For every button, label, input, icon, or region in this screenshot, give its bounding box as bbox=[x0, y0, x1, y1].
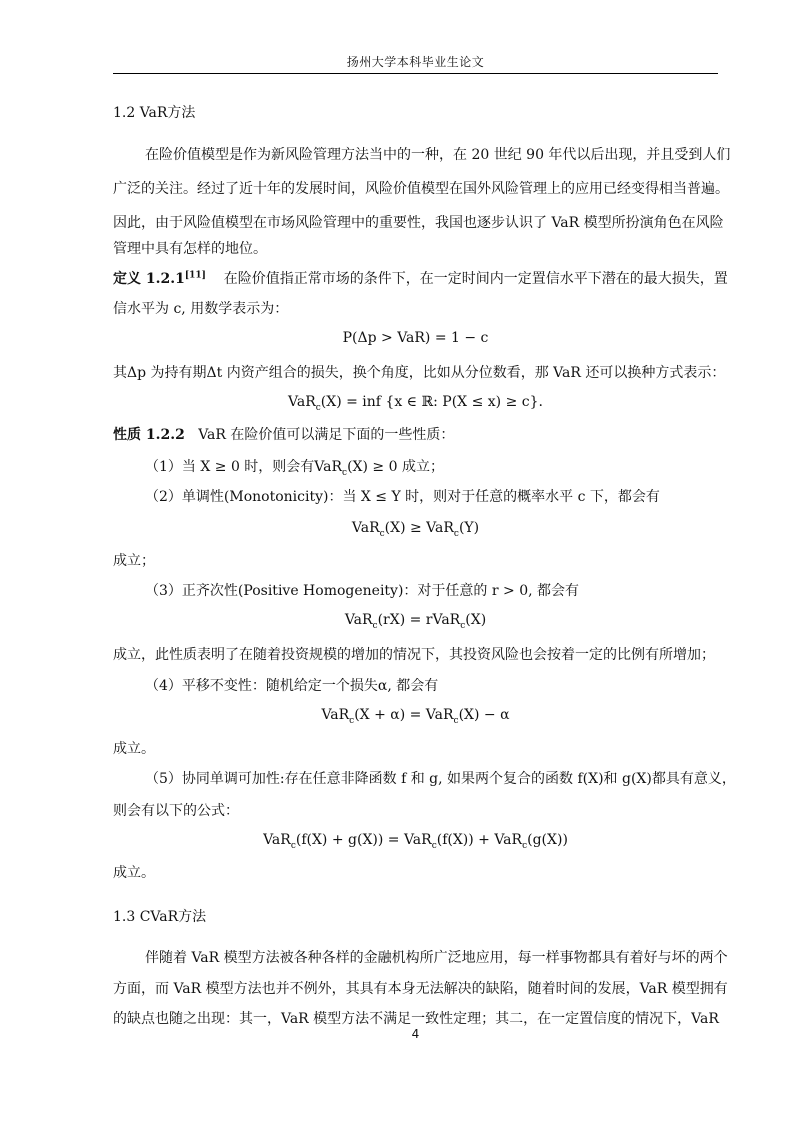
definition-label: 定义 1.2.1 bbox=[113, 271, 185, 287]
section-heading-1-2: 1.2 VaR方法 bbox=[113, 105, 196, 121]
paragraph-line: 广泛的关注。经过了近十年的发展时间，风险价值模型在国外风险管理上的应用已经变得相当普遍。 bbox=[113, 181, 729, 197]
formula-2: VaR$_c$(X) = inf {x ∈ ℝ: P(X ≤ x) ≥ c}. bbox=[288, 394, 543, 413]
paragraph-line: 在险价值模型是作为新风险管理方法当中的一种，在 20 世纪 90 年代以后出现，并且受到人们 bbox=[145, 147, 731, 163]
paragraph-line: 成立； bbox=[113, 553, 155, 569]
paragraph-line: 则会有以下的公式： bbox=[113, 803, 239, 819]
paragraph-line: 的缺点也随之出现：其一，VaR 模型方法不满足一致性定理；其二，在一定置信度的情况下，VaR bbox=[113, 1011, 719, 1027]
paragraph-line: 成立。 bbox=[113, 865, 155, 881]
paragraph-line: 管理中具有怎样的地位。 bbox=[113, 241, 267, 257]
formula-1: P(Δp > VaR) = 1 − c bbox=[342, 330, 489, 346]
section-heading-1-3: 1.3 CVaR方法 bbox=[113, 909, 207, 925]
citation-ref: [11] bbox=[184, 270, 206, 281]
paragraph-line: 成立，此性质表明了在随着投资规模的增加的情况下，其投资风险也会按着一定的比例有所增加； bbox=[113, 647, 715, 663]
property-line bbox=[113, 424, 718, 444]
paragraph-line: 成立。 bbox=[113, 741, 155, 757]
property-item-2: （2）单调性(Monotonicity)：当 X ≤ Y 时，则对于任意的概率水平 c 下，都会有 bbox=[145, 489, 660, 505]
formula-6: VaR$_c$(f(X) + g(X)) = VaR$_c$(f(X)) + VaR$_c$(g(X)) bbox=[263, 832, 568, 851]
property-item-5: （5）协同单调可加性:存在任意非降函数 f 和 g, 如果两个复合的函数 f(X)和 g(X)都具有意义， bbox=[145, 771, 736, 787]
paragraph-line: 其Δp 为持有期Δt 内资产组合的损失，换个角度，比如从分位数看，那 VaR 还可以换种方式表示： bbox=[113, 365, 726, 381]
paragraph-line: 伴随着 VaR 模型方法被各种各样的金融机构所广泛地应用，每一样事物都具有着好与坏的两个 bbox=[145, 950, 728, 966]
page-number: 4 bbox=[411, 1027, 420, 1041]
formula-5: VaR$_c$(X + α) = VaR$_c$(X) − α bbox=[321, 707, 510, 726]
definition-line bbox=[113, 268, 728, 288]
property-item-1: （1）当 X ≥ 0 时，则会有VaR$_c$(X) ≥ 0 成立； bbox=[145, 459, 444, 478]
property-text: VaR 在险价值可以满足下面的一些性质： bbox=[198, 427, 455, 443]
property-item-3: （3）正齐次性(Positive Homogeneity)：对于任意的 r > 0, 都会有 bbox=[145, 583, 580, 599]
definition-text: 在险价值指正常市场的条件下，在一定时间内一定置信水平下潜在的最大损失，置 bbox=[223, 271, 728, 287]
paragraph-line: 信水平为 c, 用数学表示为： bbox=[113, 301, 289, 317]
running-header: 扬州大学本科毕业生论文 bbox=[346, 55, 485, 69]
formula-4: VaR$_c$(rX) = rVaR$_c$(X) bbox=[344, 612, 487, 631]
paragraph-line: 方面，而 VaR 模型方法也并不例外，其具有本身无法解决的缺陷，随着时间的发展，VaR 模型拥有 bbox=[113, 981, 728, 997]
property-item-4: （4）平移不变性：随机给定一个损失α, 都会有 bbox=[145, 678, 439, 694]
paragraph-line: 因此，由于风险值模型在市场风险管理中的重要性，我国也逐步认识了 VaR 模型所扮演角色在风险 bbox=[113, 215, 724, 231]
header-rule bbox=[113, 73, 718, 74]
formula-3: VaR$_c$(X) ≥ VaR$_c$(Y) bbox=[351, 520, 480, 539]
property-label: 性质 1.2.2 bbox=[113, 427, 185, 443]
